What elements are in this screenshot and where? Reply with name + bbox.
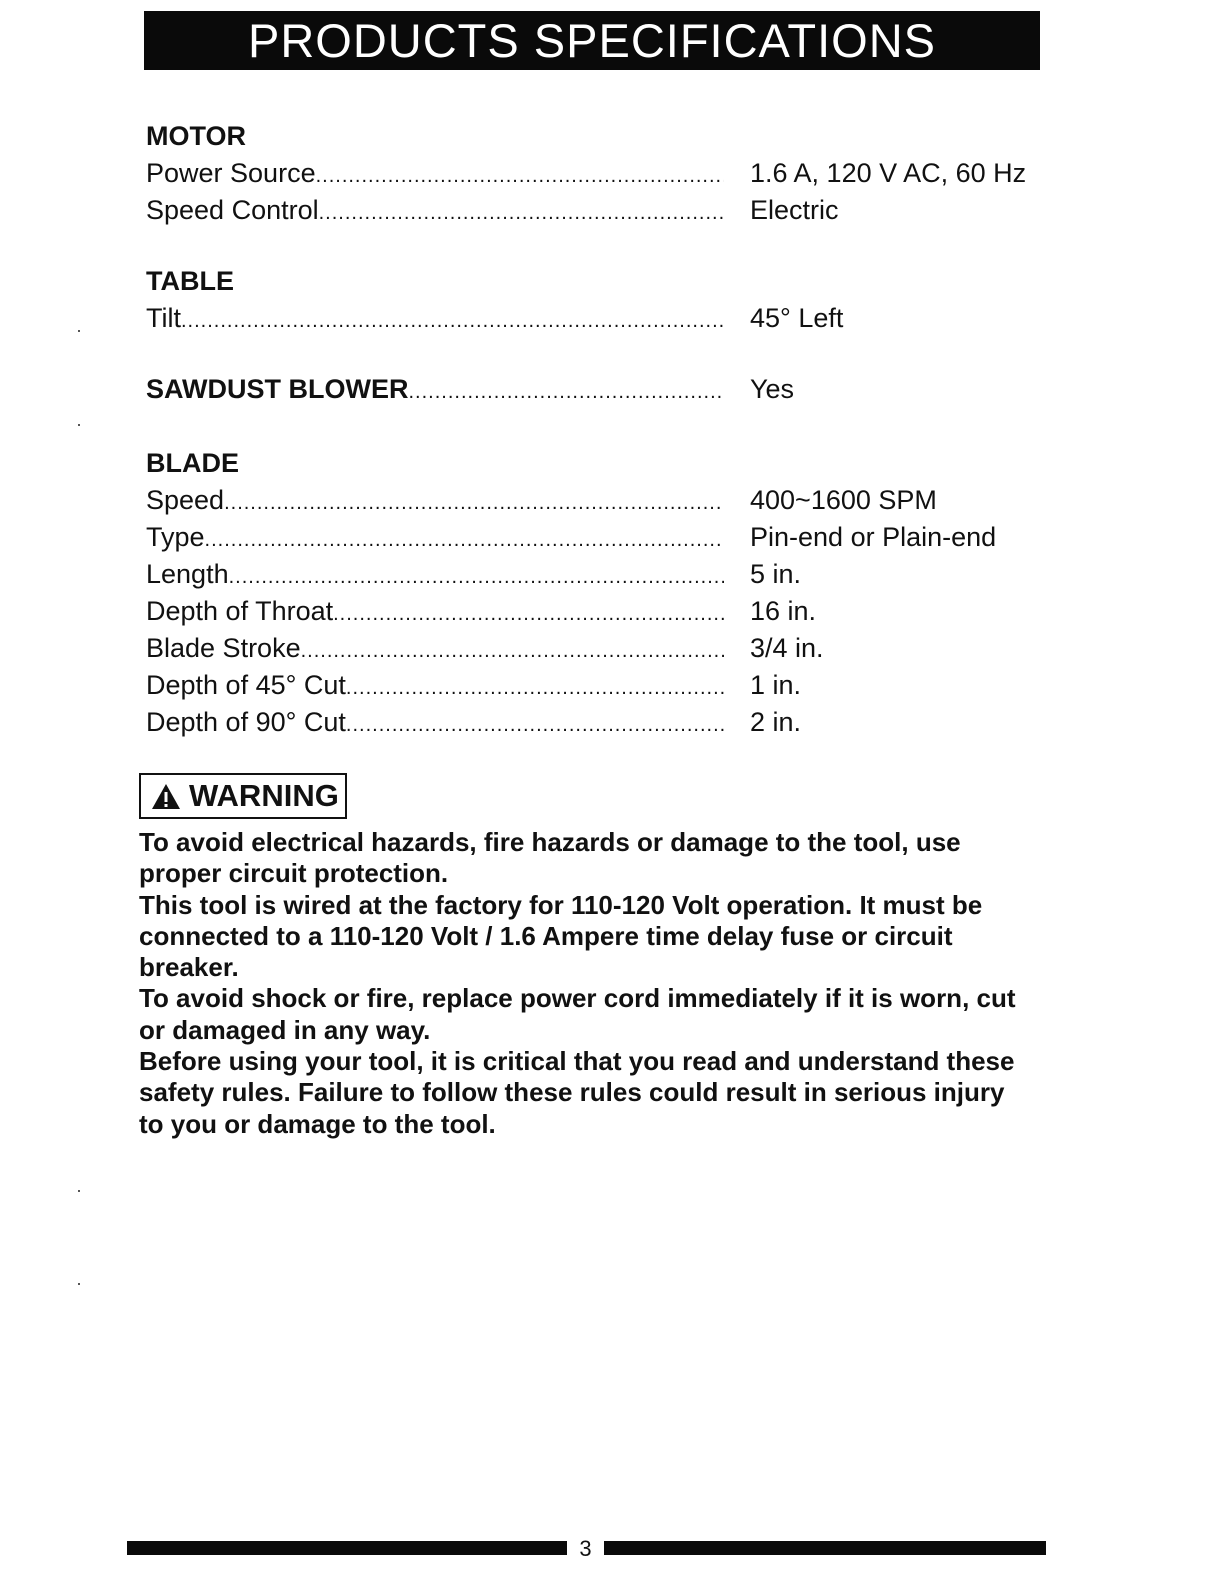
spec-label: SAWDUST BLOWER xyxy=(146,374,409,404)
spec-value: Electric xyxy=(750,195,839,225)
spec-row xyxy=(146,371,1016,408)
blade-section xyxy=(146,444,1016,741)
spec-label: Depth of Throat xyxy=(146,596,334,626)
spec-row xyxy=(146,704,1016,741)
page-number: 3 xyxy=(579,1536,592,1561)
spec-row xyxy=(146,192,1016,229)
dot-leader xyxy=(409,374,725,411)
warning-paragraph: Before using your tool, it is critical that you read and understand these safety rules. Failure to follow these rules could result in serious injury to you or damage to the tool. xyxy=(139,1046,1015,1139)
scan-speck xyxy=(78,424,80,426)
spec-value: 1.6 A, 120 V AC, 60 Hz xyxy=(750,158,1027,188)
dot-leader xyxy=(181,303,724,340)
motor-section xyxy=(146,117,1027,229)
spec-label: Speed xyxy=(146,485,225,515)
spec-row xyxy=(146,593,1016,630)
spec-label: Depth of 45° Cut xyxy=(146,670,346,700)
scan-speck xyxy=(78,1283,80,1285)
dot-leader xyxy=(301,633,724,670)
spec-label: Power Source xyxy=(146,158,316,188)
spec-value: 16 in. xyxy=(750,596,817,626)
spec-label: Type xyxy=(146,522,205,552)
warning-paragraph: To avoid electrical hazards, fire hazards or damage to the tool, use proper circuit protection. xyxy=(139,827,961,889)
blade-heading: BLADE xyxy=(146,448,239,478)
warning-label: WARNING xyxy=(189,778,339,813)
spec-label: Speed Control xyxy=(146,195,319,225)
spec-label: Length xyxy=(146,559,229,589)
warning-paragraph: This tool is wired at the factory for 110-120 Volt operation. It must be connected to a 110-120 Volt / 1.6 Ampere time delay fuse or circuit breaker. xyxy=(139,889,983,983)
spec-value: 400~1600 SPM xyxy=(750,485,937,515)
scan-speck xyxy=(78,330,80,332)
spec-value: 5 in. xyxy=(750,559,802,589)
spec-row xyxy=(146,300,1016,337)
scan-speck xyxy=(78,1190,80,1192)
spec-label: Blade Stroke xyxy=(146,633,301,663)
spec-row xyxy=(146,667,1016,704)
warning-text xyxy=(139,827,1034,1140)
dot-leader xyxy=(333,596,724,633)
page-footer xyxy=(0,1536,1224,1561)
motor-heading: MOTOR xyxy=(146,121,246,151)
page-title: PRODUCTS SPECIFICATIONS xyxy=(144,11,1040,70)
spec-value: Yes xyxy=(750,374,795,404)
warning-label-box xyxy=(139,773,347,819)
dot-leader xyxy=(316,158,724,195)
spec-row xyxy=(146,519,1016,556)
spec-value: 3/4 in. xyxy=(750,633,824,663)
dot-leader xyxy=(205,522,724,559)
spec-row xyxy=(146,630,1016,667)
spec-row xyxy=(146,482,1016,519)
spec-label: Depth of 90° Cut xyxy=(146,707,346,737)
table-heading: TABLE xyxy=(146,266,234,296)
dot-leader xyxy=(229,559,724,596)
warning-paragraph: To avoid shock or fire, replace power cord immediately if it is worn, cut or damaged in any way. xyxy=(139,983,1016,1045)
dot-leader xyxy=(224,485,724,522)
spec-label: Tilt xyxy=(146,303,181,333)
dot-leader xyxy=(346,707,724,744)
sawdust-section xyxy=(146,371,1016,408)
spec-value: 45° Left xyxy=(750,303,844,333)
warning-triangle-icon xyxy=(151,783,181,810)
footer-bar-left xyxy=(127,1541,567,1555)
dot-leader xyxy=(319,195,724,232)
table-section xyxy=(146,262,1016,337)
spec-row xyxy=(146,155,1027,192)
spec-value: 2 in. xyxy=(750,707,802,737)
spec-value: 1 in. xyxy=(750,670,802,700)
spec-value: Pin-end or Plain-end xyxy=(750,522,997,552)
spec-row xyxy=(146,556,1016,593)
footer-bar-right xyxy=(604,1541,1046,1555)
dot-leader xyxy=(346,670,724,707)
